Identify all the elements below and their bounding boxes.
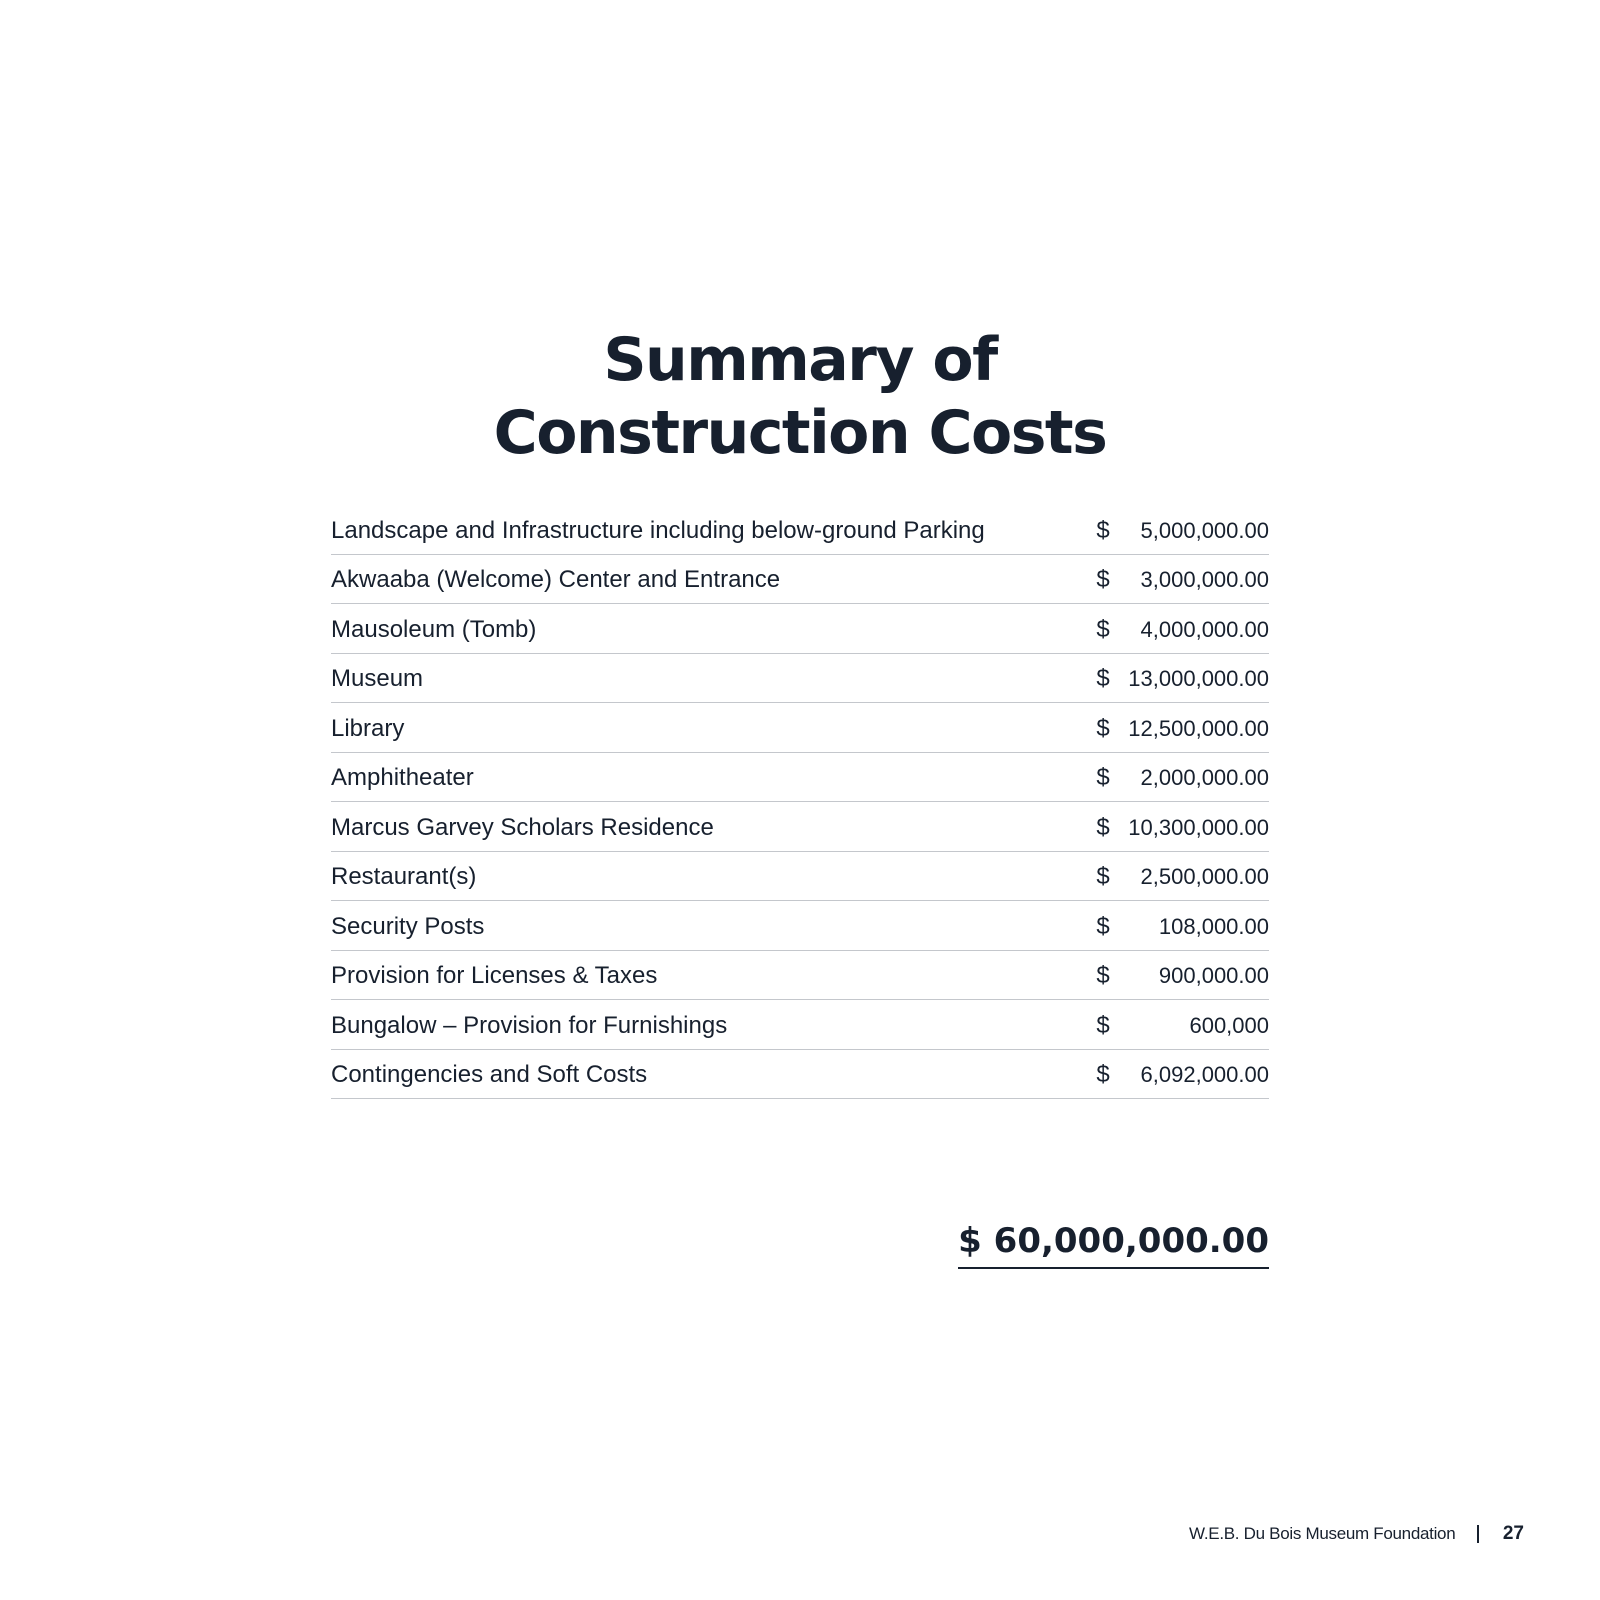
currency-symbol: $ bbox=[1096, 566, 1110, 593]
cost-row bbox=[331, 852, 1269, 902]
currency-symbol: $ bbox=[1096, 764, 1110, 791]
currency-symbol: $ bbox=[1096, 962, 1110, 989]
currency-symbol: $ bbox=[1096, 863, 1110, 890]
cost-row bbox=[331, 555, 1269, 605]
page-title-line-1: Summary of bbox=[603, 325, 997, 395]
currency-symbol: $ bbox=[1096, 714, 1110, 742]
cost-amount: 2,500,000.00 bbox=[1140, 864, 1269, 889]
cost-amount: 6,092,000.00 bbox=[1140, 1062, 1269, 1087]
total-amount: $ 60,000,000.00 bbox=[958, 1219, 1269, 1269]
page-number: 27 bbox=[1502, 1523, 1524, 1544]
cost-label: Restaurant(s) bbox=[331, 863, 477, 890]
cost-row bbox=[331, 901, 1269, 951]
cost-amount: 10,300,000.00 bbox=[1128, 814, 1269, 840]
cost-amount: 2,000,000.00 bbox=[1140, 765, 1269, 790]
cost-label: Mausoleum (Tomb) bbox=[331, 615, 537, 643]
page-title-line-2: Construction Costs bbox=[493, 398, 1107, 468]
footer-organization: W.E.B. Du Bois Museum Foundation bbox=[1189, 1524, 1456, 1543]
cost-amount: 3,000,000.00 bbox=[1140, 567, 1269, 592]
cost-label: Provision for Licenses & Taxes bbox=[331, 962, 658, 989]
cost-label: Contingencies and Soft Costs bbox=[331, 1061, 648, 1088]
cost-row bbox=[331, 604, 1269, 654]
cost-amount: 600,000 bbox=[1189, 1012, 1269, 1038]
currency-symbol: $ bbox=[1096, 912, 1110, 940]
cost-amount: 5,000,000.00 bbox=[1140, 517, 1269, 543]
cost-amount: 108,000.00 bbox=[1158, 913, 1269, 939]
currency-symbol: $ bbox=[1096, 615, 1110, 643]
cost-label: Marcus Garvey Scholars Residence bbox=[331, 813, 714, 841]
cost-row bbox=[331, 753, 1269, 803]
cost-amount: 4,000,000.00 bbox=[1140, 616, 1269, 642]
cost-row bbox=[331, 802, 1269, 852]
currency-symbol: $ bbox=[1096, 1011, 1110, 1039]
cost-label: Akwaaba (Welcome) Center and Entrance bbox=[331, 566, 781, 593]
cost-label: Bungalow – Provision for Furnishings bbox=[331, 1011, 728, 1039]
cost-amount: 13,000,000.00 bbox=[1128, 666, 1269, 691]
cost-amount: 12,500,000.00 bbox=[1128, 715, 1269, 741]
currency-symbol: $ bbox=[1096, 516, 1110, 544]
cost-row bbox=[331, 654, 1269, 704]
cost-amount: 900,000.00 bbox=[1158, 963, 1269, 988]
currency-symbol: $ bbox=[1096, 1061, 1110, 1088]
page-footer bbox=[1189, 1522, 1524, 1546]
cost-label: Security Posts bbox=[331, 912, 485, 940]
cost-row bbox=[331, 1000, 1269, 1050]
cost-row bbox=[331, 951, 1269, 1001]
cost-label: Amphitheater bbox=[331, 764, 474, 791]
cost-row bbox=[331, 703, 1269, 753]
cost-table bbox=[331, 505, 1269, 1099]
cost-row bbox=[331, 1050, 1269, 1100]
cost-label: Museum bbox=[331, 665, 424, 692]
currency-symbol: $ bbox=[1096, 813, 1110, 841]
cost-label: Landscape and Infrastructure including below-ground Parking bbox=[331, 516, 985, 544]
page-title bbox=[0, 324, 1600, 470]
currency-symbol: $ bbox=[1096, 665, 1110, 692]
cost-row bbox=[331, 505, 1269, 555]
footer-divider bbox=[1477, 1525, 1479, 1543]
cost-label: Library bbox=[331, 714, 405, 742]
